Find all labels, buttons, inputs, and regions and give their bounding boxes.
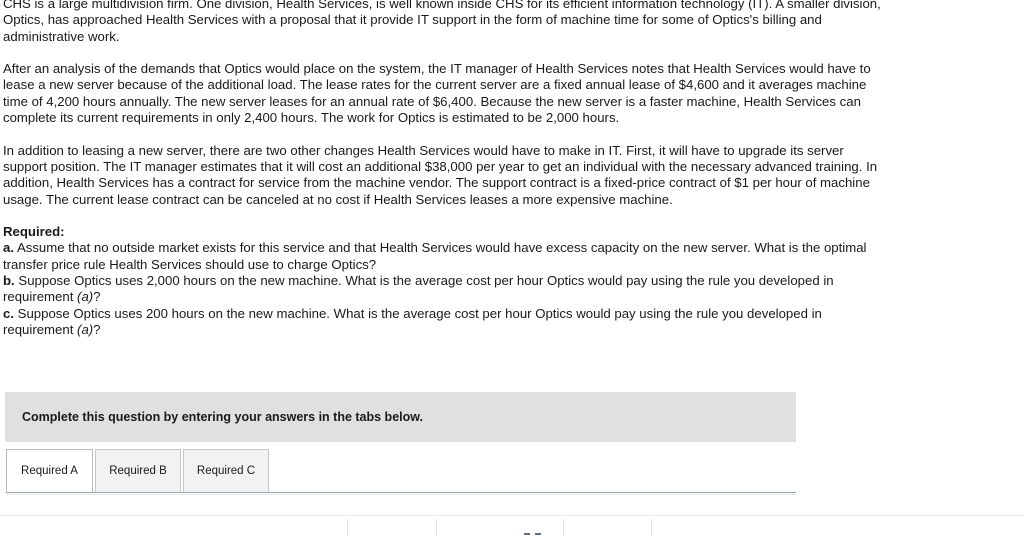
tab-required-c[interactable] [183,449,269,492]
column-separator [563,519,564,536]
requirement-c-end: ? [93,321,101,337]
input-field-edge[interactable] [524,533,541,535]
column-separator [347,519,348,536]
requirement-b-letter: b. [3,273,15,289]
tab-required-b-label: Required B [109,465,167,477]
tab-required-a-label: Required A [21,465,78,477]
tab-underline-shadow [6,494,796,495]
tab-underline [6,492,796,493]
requirement-b-ref: (a) [77,289,94,305]
requirement-b [3,273,883,306]
changes-paragraph: In addition to leasing a new server, there are two other changes Health Services would have to make in IT. First, it will have to upgrade its server support position. The IT manager estimates that it will cost an additional $38,000 per year to get an individual with the necessary advanced training. In addition, Health Services has a contract for service from the machine vendor. The support contract is a fixed-price contract of $1 per hour of machine usage. The current lease contract can be canceled at no cost if Health Services leases a more expensive machine. [3,142,878,207]
column-separator [436,519,437,536]
requirement-a-letter: a. [3,240,14,256]
requirement-b-text: Suppose Optics uses 2,000 hours on the new machine. What is the average cost per hour Optics would pay using the rule you developed in requirement [3,273,834,305]
requirements [3,224,883,338]
required-heading: Required: [3,224,65,240]
requirement-tabs [6,449,271,492]
tab-required-c-label: Required C [196,465,256,477]
instruction-banner-text: Complete this question by entering your answers in the tabs below. [22,410,423,424]
requirement-c-text: Suppose Optics uses 200 hours on the new machine. What is the average cost per hour Optics would pay using the rule you developed in requirement [3,305,822,337]
tab-required-b[interactable] [95,449,181,492]
answer-area-divider [0,515,1024,516]
tab-required-a[interactable] [6,449,93,492]
requirement-c-ref: (a) [77,321,94,337]
requirement-c [3,306,883,339]
requirement-b-end: ? [93,289,101,305]
intro-paragraph: CHS is a large multidivision firm. One division, Health Services, is well known inside CHS for its efficient information technology (IT). A smaller division, Optics, has approached Health Services with a proposal that it provide IT support in the form of machine time for some of Optics's billing and administrative work. [3,0,881,44]
problem-text [3,0,883,338]
column-separator [651,519,652,536]
requirement-a-text: Assume that no outside market exists for this service and that Health Services would have excess capacity on the new server. What is the optimal transfer price rule Health Services should use to charge Optics? [3,240,867,272]
requirement-a [3,240,883,273]
analysis-paragraph: After an analysis of the demands that Optics would place on the system, the IT manager of Health Services notes that Health Services would have to lease a new server because of the additional load. The lease rates for the current server are a fixed annual lease of $4,600 and it averages machine time of 4,200 hours annually. The new server leases for an annual rate of $6,400. Because the new server is a faster machine, Health Services can complete its current requirements in only 2,400 hours. The work for Optics is estimated to be 2,000 hours. [3,61,871,126]
instruction-banner [5,392,796,442]
requirement-c-letter: c. [3,305,14,321]
